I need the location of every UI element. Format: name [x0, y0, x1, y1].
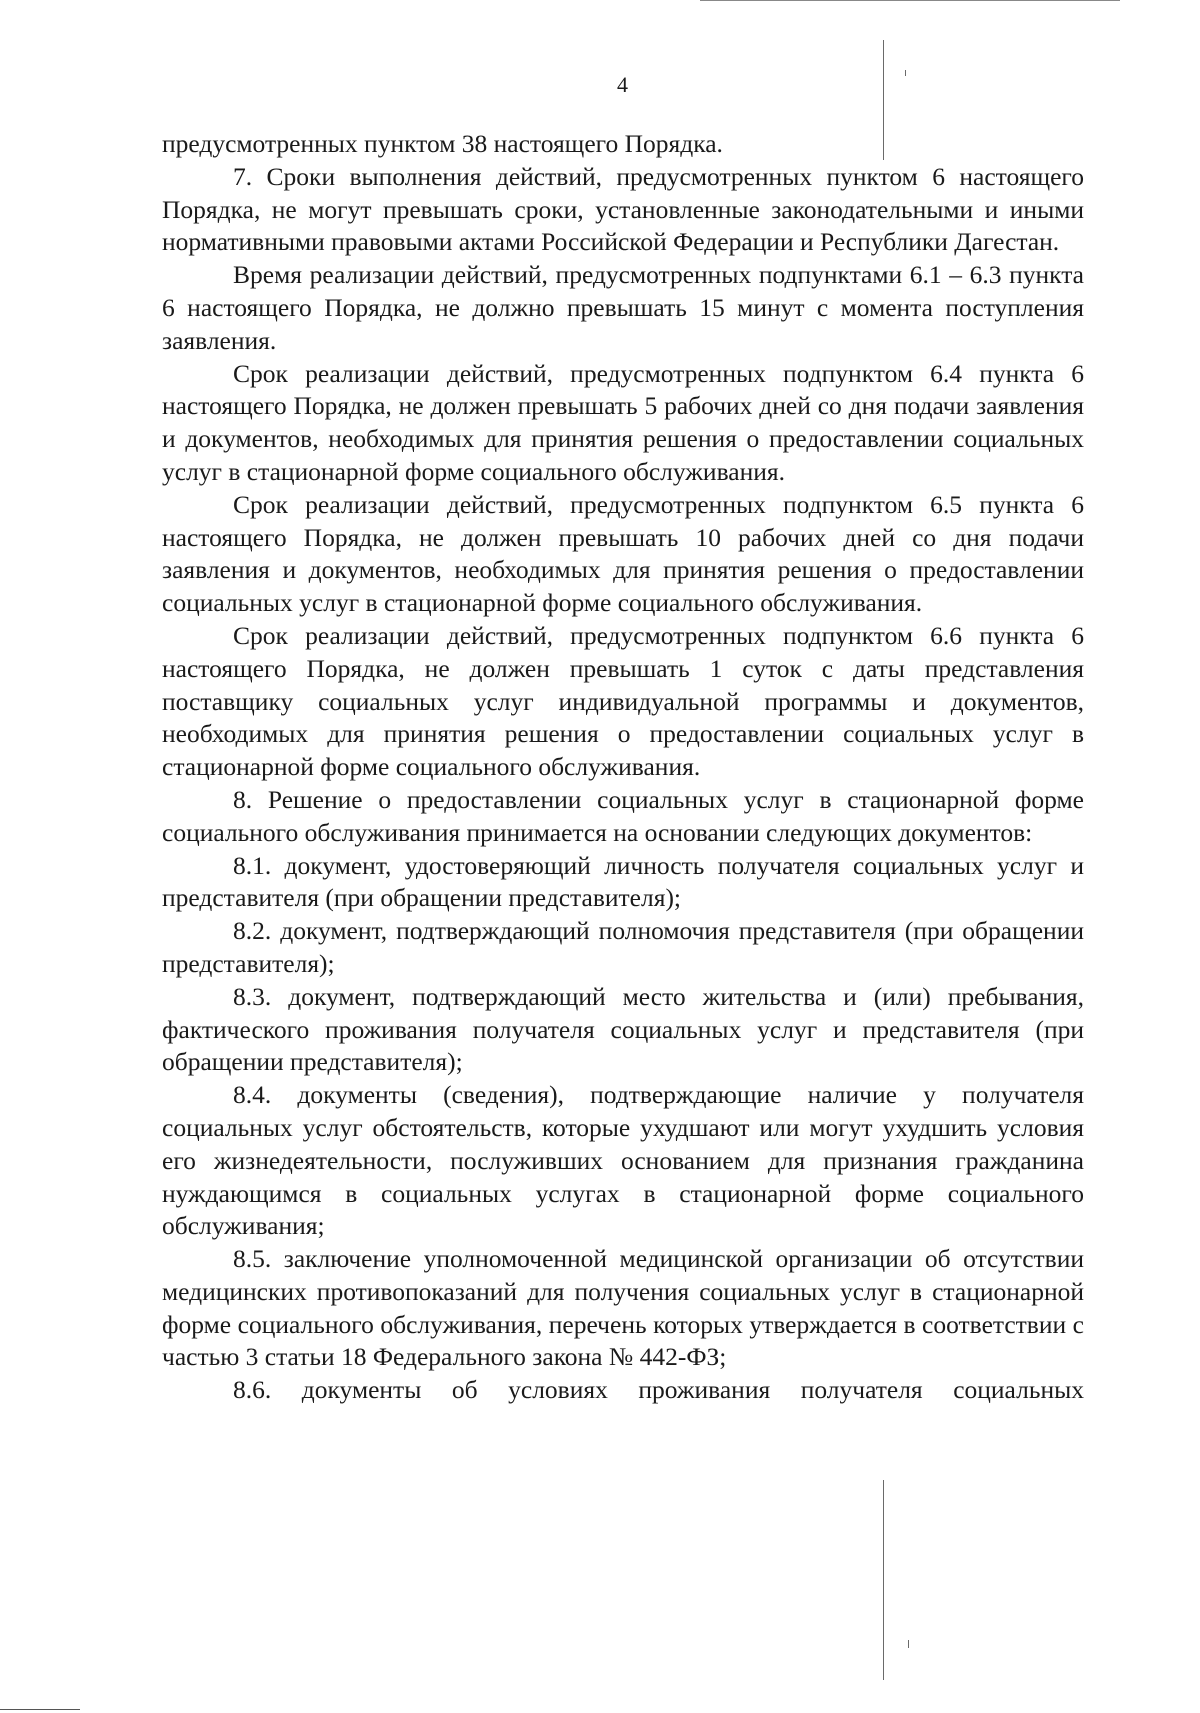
scan-edge-top — [700, 0, 1120, 1]
paragraph-item-7: 7. Сроки выполнения действий, предусмотренных пунктом 6 настоящего Порядка, не могут превышать сроки, установленные законодательными и иными нормативными правовыми актами Российской Федерации и Республики Дагестан. — [162, 161, 1084, 257]
scan-edge-bottom — [0, 1709, 80, 1710]
paragraph-term-6-5: Срок реализации действий, предусмотренных подпунктом 6.5 пункта 6 настоящего Порядка, не должен превышать 10 рабочих дней со дня подачи заявления и документов, необходимых для принятия решения о предоставлении социальных услуг в стационарной форме социального обслуживания. — [162, 489, 1084, 618]
paragraph-item-8-6: 8.6. документы об условиях проживания получателя социальных — [233, 1375, 1084, 1405]
paragraph-continuation: предусмотренных пунктом 38 настоящего Порядка. — [162, 129, 723, 158]
paragraph-item-8-2: 8.2. документ, подтверждающий полномочия представителя (при обращении представителя); — [162, 916, 1084, 978]
paragraph-time-6-1-6-3: Время реализации действий, предусмотренных подпунктами 6.1 – 6.3 пункта 6 настоящего Порядка, не должно превышать 15 минут с момента поступления заявления. — [162, 260, 1084, 355]
paragraph-item-8-4: 8.4. документы (сведения), подтверждающие наличие у получателя социальных услуг обстоятельств, которые ухудшают или могут ухудшить условия его жизнедеятельности, послуживших основанием для признания гражданина нуждающимся в социальных услугах в стационарной форме социального обслуживания; — [162, 1080, 1084, 1241]
document-body — [162, 128, 1084, 1407]
paragraph-term-6-4: Срок реализации действий, предусмотренных подпунктом 6.4 пункта 6 настоящего Порядка, не должен превышать 5 рабочих дней со дня подачи заявления и документов, необходимых для принятия решения о предоставлении социальных услуг в стационарной форме социального обслуживания. — [162, 358, 1084, 486]
scan-artifact-line — [908, 1640, 909, 1648]
paragraph-item-8-1: 8.1. документ, удостоверяющий личность получателя социальных услуг и представителя (при обращении представителя); — [162, 850, 1084, 913]
paragraph-item-8: 8. Решение о предоставлении социальных услуг в стационарной форме социального обслуживания принимается на основании следующих документов: — [162, 784, 1084, 847]
page-number: 4 — [617, 72, 628, 97]
paragraph-item-8-3: 8.3. документ, подтверждающий место жительства и (или) пребывания, фактического проживания получателя социальных услуг и представителя (при обращении представителя); — [162, 981, 1084, 1077]
scan-artifact-line — [883, 1480, 884, 1680]
paragraph-item-8-5: 8.5. заключение уполномоченной медицинской организации об отсутствии медицинских противопоказаний для получения социальных услуг в стационарной форме социального обслуживания, перечень которых утверждается в соответствии с частью 3 статьи 18 Федерального закона № 442-ФЗ; — [162, 1244, 1084, 1372]
paragraph-term-6-6: Срок реализации действий, предусмотренных подпунктом 6.6 пункта 6 настоящего Порядка, не должен превышать 1 суток с даты представления поставщику социальных услуг индивидуальной программы и документов, необходимых для принятия решения о предоставлении социальных услуг в стационарной форме социального обслуживания. — [162, 620, 1084, 782]
